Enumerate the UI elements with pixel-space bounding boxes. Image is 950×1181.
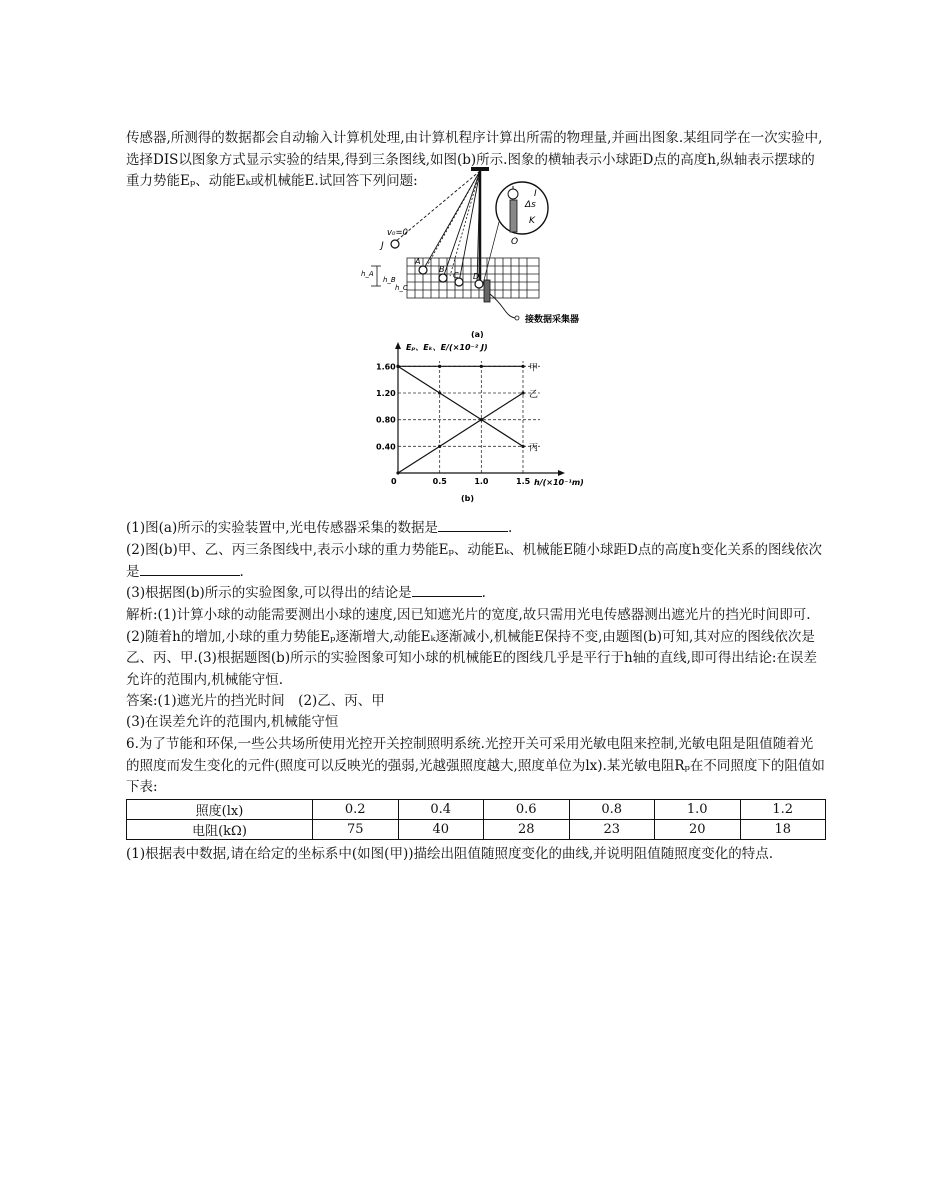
- table-cell: 0.4: [398, 800, 484, 820]
- data-point: [396, 471, 399, 474]
- table-cell: 1.2: [740, 800, 826, 820]
- label-delta-s: Δs: [525, 200, 536, 210]
- figure-b-chart: [365, 338, 590, 508]
- analysis-paragraph: 解析:(1)计算小球的动能需要测出小球的速度,因已知遮光片的宽度,故只需用光电传感器测出遮光片的挡光时间即可.(2)随着h的增加,小球的重力势能Eₚ逐渐增大,动能Eₖ逐渐减小,机械能E保持不变,由题图(b)可知,其对应的图线依次是乙、丙、甲.(3)根据题图(b)所示的实验图象可知小球的机械能E的图线几乎是平行于h轴的直线,即可得出结论:在误差允许的范围内,机械能守恒.: [126, 607, 817, 688]
- illuminance-table: [126, 799, 826, 840]
- answer-blank-2: [140, 563, 240, 576]
- x-tick-label: 0.5: [432, 477, 447, 486]
- question-2-text: (2)图(b)甲、乙、丙三条图线中,表示小球的重力势能Eₚ、动能Eₖ、机械能E随小球距D点的高度h变化关系的图线依次是: [126, 542, 822, 580]
- origin-label: 0: [391, 477, 397, 486]
- figure-b-caption: (b): [461, 494, 475, 503]
- question-3-text: (3)根据图(b)所示的实验图象,可以得出的结论是: [126, 585, 412, 601]
- series-line: [398, 366, 523, 446]
- intro-paragraph: 传感器,所测得的数据都会自动输入计算机处理,由计算机程序计算出所需的物理量,并画出图象.某组同学在一次实验中,选择DIS以图象方式显示实验的结果,得到三条图线,如图(b)所示.图象的横轴表示小球距D点的高度h,纵轴表示摆球的重力势能Eₚ、动能Eₖ或机械能E.试回答下列问题:: [126, 130, 823, 189]
- data-point: [480, 365, 483, 368]
- table-cell: 0.2: [313, 800, 399, 820]
- y-axis-arrow: [395, 342, 401, 349]
- label-hc: h_C: [395, 284, 408, 292]
- label-j: J: [381, 241, 384, 251]
- data-point: [438, 445, 441, 448]
- table-row: [127, 800, 826, 820]
- table-cell: 18: [740, 820, 826, 840]
- question-1-text: (1)图(a)所示的实验装置中,光电传感器采集的数据是: [126, 520, 438, 536]
- data-point: [521, 445, 524, 448]
- label-b: B: [439, 265, 445, 274]
- answer-blank-3: [412, 584, 482, 597]
- data-point: [396, 365, 399, 368]
- label-hb: h_B: [383, 276, 396, 284]
- table-cell: 电阻(kΩ): [127, 820, 313, 840]
- table-cell: 40: [398, 820, 484, 840]
- x-axis-label: h/(×10⁻¹m): [534, 478, 584, 487]
- y-tick-label: 0.40: [376, 442, 396, 452]
- table-cell: 0.6: [484, 800, 570, 820]
- label-k: K: [529, 216, 535, 226]
- data-point: [438, 365, 441, 368]
- table-cell: 照度(lx): [127, 800, 313, 820]
- data-point: [521, 391, 524, 394]
- x-axis-arrow: [558, 470, 565, 476]
- y-tick-label: 1.20: [376, 389, 396, 398]
- label-i: I: [534, 189, 537, 199]
- answer-blank-1: [438, 519, 508, 532]
- data-point: [521, 365, 524, 368]
- question-2: (2)图(b)甲、乙、丙三条图线中,表示小球的重力势能Eₚ、动能Eₖ、机械能E随小球距D点的高度h变化关系的图线依次是 .: [126, 542, 822, 580]
- label-a: A: [415, 257, 421, 266]
- label-d: D: [473, 272, 480, 281]
- question-3: (3)根据图(b)所示的实验图象,可以得出的结论是 .: [126, 585, 486, 601]
- y-tick-label: 1.60: [376, 362, 396, 372]
- series-label: 甲: [529, 363, 539, 374]
- label-c: C: [453, 271, 459, 280]
- x-tick-label: 1.0: [474, 477, 489, 486]
- table-row: [127, 820, 826, 840]
- data-point: [438, 391, 441, 394]
- collector-label: 接数据采集器: [525, 315, 580, 325]
- label-o: O: [511, 237, 519, 247]
- question-1: (1)图(a)所示的实验装置中,光电传感器采集的数据是 .: [126, 520, 513, 536]
- table-cell: 23: [569, 820, 655, 840]
- series-label: 乙: [529, 390, 539, 400]
- x-tick-label: 1.5: [516, 477, 531, 486]
- label-ha: h_A: [361, 270, 374, 278]
- table-cell: 28: [484, 820, 570, 840]
- table-cell: 1.0: [655, 800, 741, 820]
- data-point: [480, 418, 483, 421]
- problem-6-paragraph: 6.为了节能和环保,一些公共场所使用光控开关控制照明系统.光控开关可采用光敏电阻来控制,光敏电阻是阻值随着光的照度而发生变化的元件(照度可以反映光的强弱,光越强照度越大,照度单位为lx).某光敏电阻Rₚ在不同照度下的阻值如下表:: [126, 736, 825, 795]
- table-cell: 20: [655, 820, 741, 840]
- table-cell: 75: [313, 820, 399, 840]
- figure-a-apparatus: [355, 166, 595, 338]
- series-line: [398, 393, 523, 473]
- table-cell: 0.8: [569, 800, 655, 820]
- answer-line-1: 答案:(1)遮光片的挡光时间 (2)乙、丙、甲: [126, 693, 385, 709]
- y-tick-label: 0.80: [376, 415, 396, 425]
- y-axis-label: Eₚ、Eₖ、E/(×10⁻² J): [406, 343, 488, 352]
- figure-a-caption: (a): [471, 330, 484, 338]
- series-label: 丙: [529, 443, 539, 454]
- v0-label: v₀=0: [387, 228, 408, 238]
- question-6-1: (1)根据表中数据,请在给定的坐标系中(如图(甲))描绘出阻值随照度变化的曲线,并说明阻值随照度变化的特点.: [126, 846, 774, 862]
- answer-line-2: (3)在误差允许的范围内,机械能守恒: [126, 714, 339, 730]
